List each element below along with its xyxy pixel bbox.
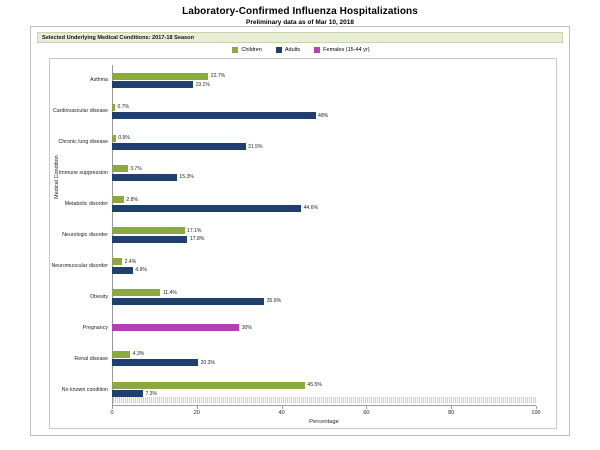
legend-item-children[interactable] xyxy=(232,47,261,53)
condition-banner-label: Selected Underlying Medical Conditions: 2017-18 Season xyxy=(42,34,195,41)
bar-value-label: 2.4% xyxy=(124,258,137,265)
bar-value-label: 3.7% xyxy=(130,165,142,172)
bar-value-label: 11.4% xyxy=(162,289,177,296)
x-tick-label: 60 xyxy=(363,410,370,416)
bar[interactable] xyxy=(112,112,316,119)
bar[interactable] xyxy=(112,104,115,111)
bar[interactable] xyxy=(112,236,187,243)
legend-swatch-icon xyxy=(276,47,282,53)
bar[interactable] xyxy=(112,73,208,80)
bar-value-label: 4.3% xyxy=(132,351,145,358)
axis-hatch-band xyxy=(113,397,536,403)
condition-banner xyxy=(37,32,563,43)
bar-group xyxy=(58,127,536,158)
bar[interactable] xyxy=(112,135,116,142)
bar[interactable] xyxy=(112,324,239,331)
bar[interactable] xyxy=(112,258,122,265)
bar-group xyxy=(62,220,536,251)
bar[interactable] xyxy=(112,359,198,366)
bar-value-label: 15.3% xyxy=(179,174,194,181)
bar-value-label: 0.7% xyxy=(117,104,130,111)
bar[interactable] xyxy=(112,205,301,212)
bar-value-label: 7.3% xyxy=(145,390,158,397)
bar[interactable] xyxy=(112,174,177,181)
bar-value-label: 17.8% xyxy=(189,236,205,243)
x-tick-label: 80 xyxy=(448,410,455,416)
legend-swatch-icon xyxy=(232,47,238,53)
bar-group xyxy=(52,96,536,127)
title-block xyxy=(0,0,600,26)
legend-item-adults[interactable] xyxy=(276,47,300,53)
y-axis-title: Medical Condition xyxy=(54,155,60,199)
x-tick xyxy=(536,406,537,409)
category-label: Neuromuscular disorder xyxy=(51,262,108,269)
bar-value-label: 35.9% xyxy=(266,298,282,305)
bar-group xyxy=(90,281,536,312)
category-label: No known condition xyxy=(61,386,108,393)
bar-value-label: 19.1% xyxy=(195,81,210,88)
x-tick xyxy=(366,406,367,409)
bar-value-label: 0.9% xyxy=(118,135,130,142)
bar-value-label: 30% xyxy=(241,324,252,331)
bar-value-label: 17.1% xyxy=(187,227,202,234)
category-label: Renal disease xyxy=(74,355,108,362)
bar[interactable] xyxy=(112,267,133,274)
category-label: Pregnancy xyxy=(82,324,108,331)
bar-value-label: 48% xyxy=(318,112,329,119)
bar-value-label: 31.5% xyxy=(248,143,263,150)
bar-value-label: 45.5% xyxy=(307,382,322,389)
x-axis-title: Percentage xyxy=(309,419,339,425)
legend-label: Children xyxy=(241,47,262,53)
category-label: Obesity xyxy=(90,293,108,300)
bar-group xyxy=(58,158,536,189)
bar-group xyxy=(64,189,536,220)
bar-group xyxy=(51,250,536,281)
category-label: Immune suppression xyxy=(58,170,108,177)
legend-label: Females (15-44 yr) xyxy=(323,47,370,53)
bar-group xyxy=(74,343,536,374)
category-label: Metabolic disorder xyxy=(64,201,108,208)
bar[interactable] xyxy=(112,289,160,296)
x-tick xyxy=(451,406,452,409)
chart-legend xyxy=(31,47,571,53)
bar[interactable] xyxy=(112,196,124,203)
bar[interactable] xyxy=(112,81,193,88)
legend-label: Adults xyxy=(284,47,301,53)
category-label: Neurologic disorder xyxy=(62,231,108,238)
page-subtitle: Preliminary data as of Mar 10, 2018 xyxy=(245,19,355,26)
x-tick xyxy=(197,406,198,409)
legend-item-females-15-44-yr[interactable] xyxy=(314,47,369,53)
bar-value-label: 22.7% xyxy=(210,73,226,80)
x-tick-label: 20 xyxy=(193,410,200,416)
bar-group xyxy=(82,312,536,343)
category-label: Asthma xyxy=(90,77,108,84)
bar-value-label: 44.6% xyxy=(303,205,319,212)
x-tick-label: 40 xyxy=(278,410,285,416)
x-tick xyxy=(112,406,113,409)
plot-frame xyxy=(49,58,557,429)
legend-swatch-icon xyxy=(314,47,320,53)
bar[interactable] xyxy=(112,298,264,305)
x-axis-line xyxy=(112,405,536,406)
bar-value-label: 20.3% xyxy=(200,359,216,366)
bar[interactable] xyxy=(112,143,246,150)
x-tick xyxy=(282,406,283,409)
page-title: Laboratory-Confirmed Influenza Hospitalizations xyxy=(182,6,418,17)
bar[interactable] xyxy=(112,165,128,172)
category-label: Cardiovascular disease xyxy=(52,108,108,115)
x-tick-label: 100 xyxy=(531,410,541,416)
bar[interactable] xyxy=(112,351,130,358)
bar-value-label: 4.9% xyxy=(135,267,147,274)
chart-frame xyxy=(30,26,570,436)
category-label: Chronic lung disease xyxy=(58,139,108,146)
bar[interactable] xyxy=(112,382,305,389)
bar[interactable] xyxy=(112,227,185,234)
bar-group xyxy=(90,65,536,96)
x-tick-label: 0 xyxy=(110,410,114,416)
bar-value-label: 2.8% xyxy=(126,196,138,203)
